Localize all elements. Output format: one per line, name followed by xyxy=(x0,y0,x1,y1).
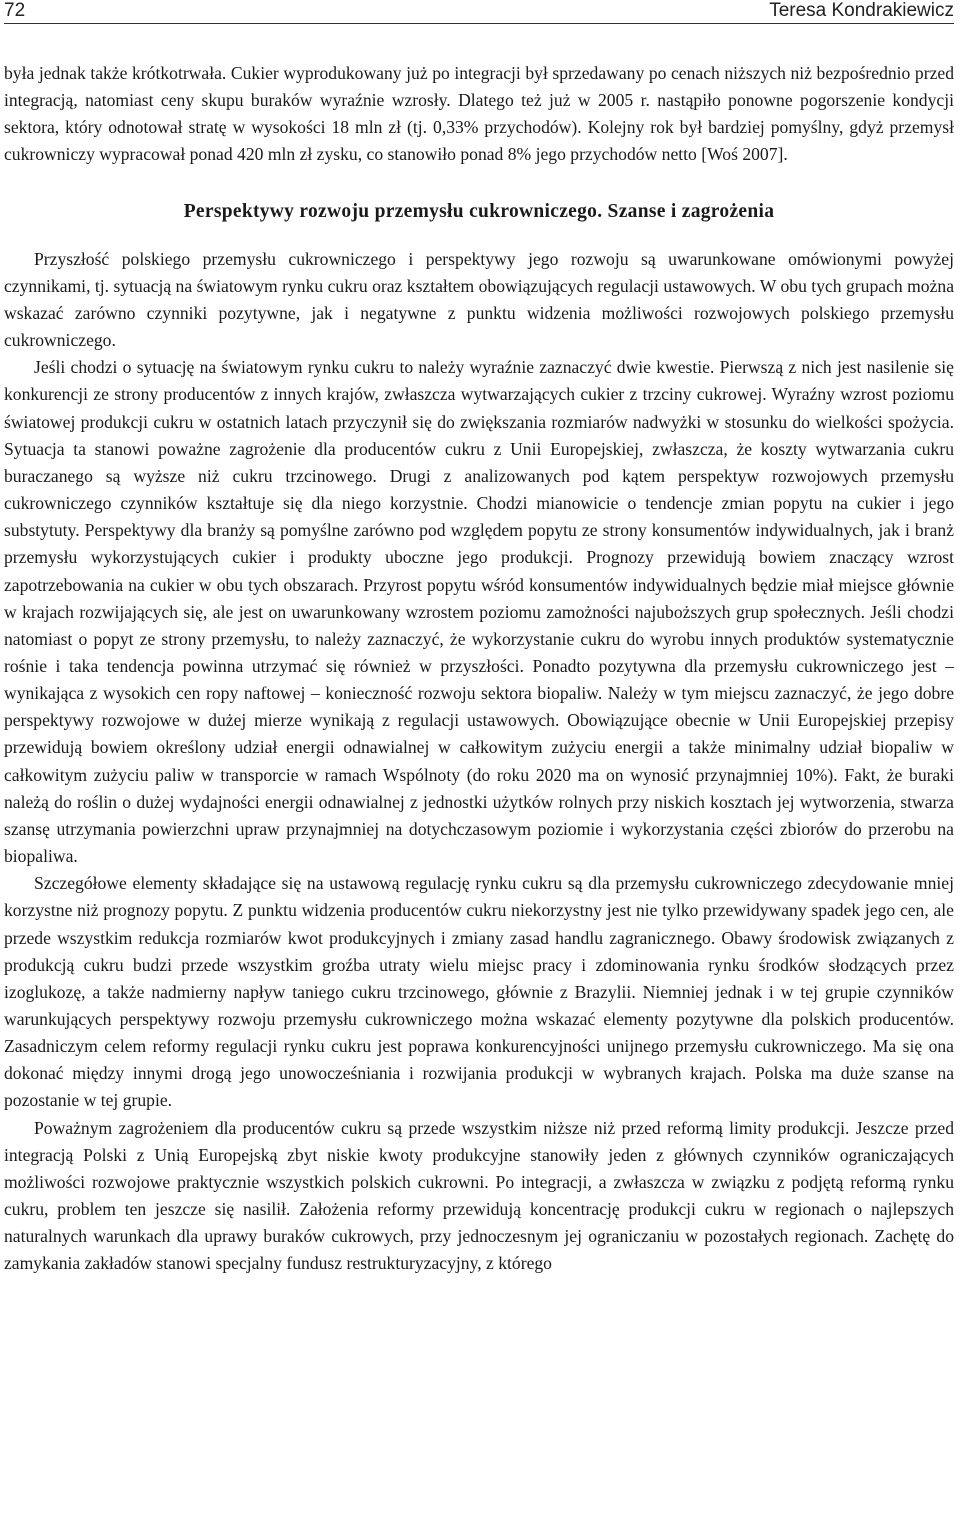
paragraph: Jeśli chodzi o sytuację na światowym rynku cukru to należy wyraźnie zaznaczyć dwie kwestie. Pierwszą z nich jest nasilenie się konkurencji ze strony producentów z innych krajów, zwłaszcza wytwarzających cukier z trzciny cukrowej. Wyraźny wzrost poziomu światowej produkcji cukru w ostatnich latach przyczynił się do zwiększania rozmiarów nadwyżki w stosunku do wielkości spożycia. Sytuacja ta stanowi poważne zagrożenie dla producentów cukru z Unii Europejskiej, zwłaszcza, że koszty wytwarzania cukru buraczanego są wyższe niż cukru trzcinowego. Drugi z analizowanych pod kątem perspektyw rozwojowych przemysłu cukrowniczego czynników kształtuje się dla niego korzystnie. Chodzi mianowicie o tendencje zmian popytu na cukier i jego substytuty. Perspektywy dla branży są pomyślne zarówno pod względem popytu ze strony konsumentów indywidualnych, jak i branż przemysłu wykorzystujących cukier i produkty uboczne jego produkcji. Prognozy przewidują bowiem znaczący wzrost zapotrzebowania na cukier w obu tych obszarach. Przyrost popytu wśród konsumentów indywidualnych będzie miał miejsce głównie w krajach rozwijających się, ale jest on uwarunkowany wzrostem poziomu zamożności najuboższych grup społecznych. Jeśli chodzi natomiast o popyt ze strony przemysłu, to należy zaznaczyć, że wykorzystanie cukru do wyrobu innych produktów systematycznie rośnie i taka tendencja powinna utrzymać się również w przyszłości. Ponadto pozytywna dla przemysłu cukrowniczego jest – wynikająca z wysokich cen ropy naftowej – konieczność rozwoju sektora biopaliw. Należy w tym miejscu zaznaczyć, że jego dobre perspektywy rozwojowe w dużej mierze wynikają z regulacji ustawowych. Obowiązujące obecnie w Unii Europejskiej przepisy przewidują bowiem określony udział energii odnawialnej w całkowitym zużyciu energii a także minimalny udział biopaliw w całkowitym zużyciu paliw w transporcie w ramach Wspólnoty (do roku 2020 ma on wynosić przynajmniej 10%). Fakt, że buraki należą do roślin o dużej wydajności energii odnawialnej z jednostki użytków rolnych przy niskich kosztach jej wytworzenia, stwarza szansę utrzymania powierzchni upraw przynajmniej na dotychczasowym poziomie i wykorzystania części zbiorów do przerobu na biopaliwa. xyxy=(4,357,954,867)
paragraph: Przyszłość polskiego przemysłu cukrowniczego i perspektywy jego rozwoju są uwarunkowane omówionymi powyżej czynnikami, tj. sytuacją na światowym rynku cukru oraz kształtem obowiązujących regulacji ustawowych. W obu tych grupach można wskazać zarówno czynniki pozytywne, jak i negatywne z punktu widzenia możliwości rozwojowych polskiego przemysłu cukrowniczego. xyxy=(4,248,954,351)
page-number: 72 xyxy=(4,0,26,21)
running-author: Teresa Kondrakiewicz xyxy=(769,0,954,21)
paragraph-continued: była jednak także krótkotrwała. Cukier wyprodukowany już po integracji był sprzedawany po cenach niższych niż bezpośrednio przed integracją, natomiast ceny skupu buraków wyraźnie wzrosły. Dlatego też już w 2005 r. nastąpiło ponowne pogorszenie kondycji sektora, który odnotował stratę w wysokości 18 mln zł (tj. 0,33% przychodów). Kolejny rok był bardziej pomyślny, gdyż przemysł cukrowniczy wypracował ponad 420 mln zł zysku, co stanowiło ponad 8% jego przychodów netto [Woś 2007]. xyxy=(4,63,954,165)
paragraph: Poważnym zagrożeniem dla producentów cukru są przede wszystkim niższe niż przed reformą limity produkcji. Jeszcze przed integracją Polski z Unią Europejską zbyt niskie kwoty produkcyjne stanowiły jeden z głównych czynników ograniczających możliwości rozwojowe praktycznie wszystkich polskich cukrowni. Po integracji, a zwłaszcza w związku z podjętą reformą rynku cukru, problem ten jeszcze się nasilił. Założenia reformy przewidują koncentrację produkcji cukru w regionach o najlepszych naturalnych warunkach dla uprawy buraków cukrowych, przy jednoczesnym jej ograniczaniu w pozostałych regionach. Zachętę do zamykania zakładów stanowi specjalny fundusz restrukturyzacyjny, z którego xyxy=(4,1117,954,1274)
article-body xyxy=(4,60,954,1278)
paragraph: Szczegółowe elementy składające się na ustawową regulację rynku cukru są dla przemysłu cukrowniczego zdecydowanie mniej korzystne niż prognozy popytu. Z punktu widzenia producentów cukru niekorzystny jest nie tylko przewidywany spadek jego cen, ale przede wszystkim redukcja rozmiarów kwot produkcyjnych i zmiany zasad handlu zagranicznego. Obawy środowisk związanych z produkcją cukru budzi przede wszystkim groźba utraty wielu miejsc pracy i zdominowania rynku środków słodzących przez izoglukozę, a także nadmierny napływ taniego cukru trzcinowego, głównie z Brazylii. Niemniej jednak i w tej grupie czynników warunkujących perspektywy rozwoju przemysłu cukrowniczego można wskazać elementy pozytywne dla polskich producentów. Zasadniczym celem reformy regulacji rynku cukru jest poprawa konkurencyjności unijnego przemysłu cukrowniczego. Ma się ona dokonać między innymi drogą jego unowocześniania i rozwijania produkcji w wybranych krajach. Polska ma duże szanse na pozostanie w tej grupie. xyxy=(4,873,954,1111)
running-header xyxy=(4,0,954,24)
section-heading: Perspektywy rozwoju przemysłu cukrowniczego. Szanse i zagrożenia xyxy=(183,200,775,222)
